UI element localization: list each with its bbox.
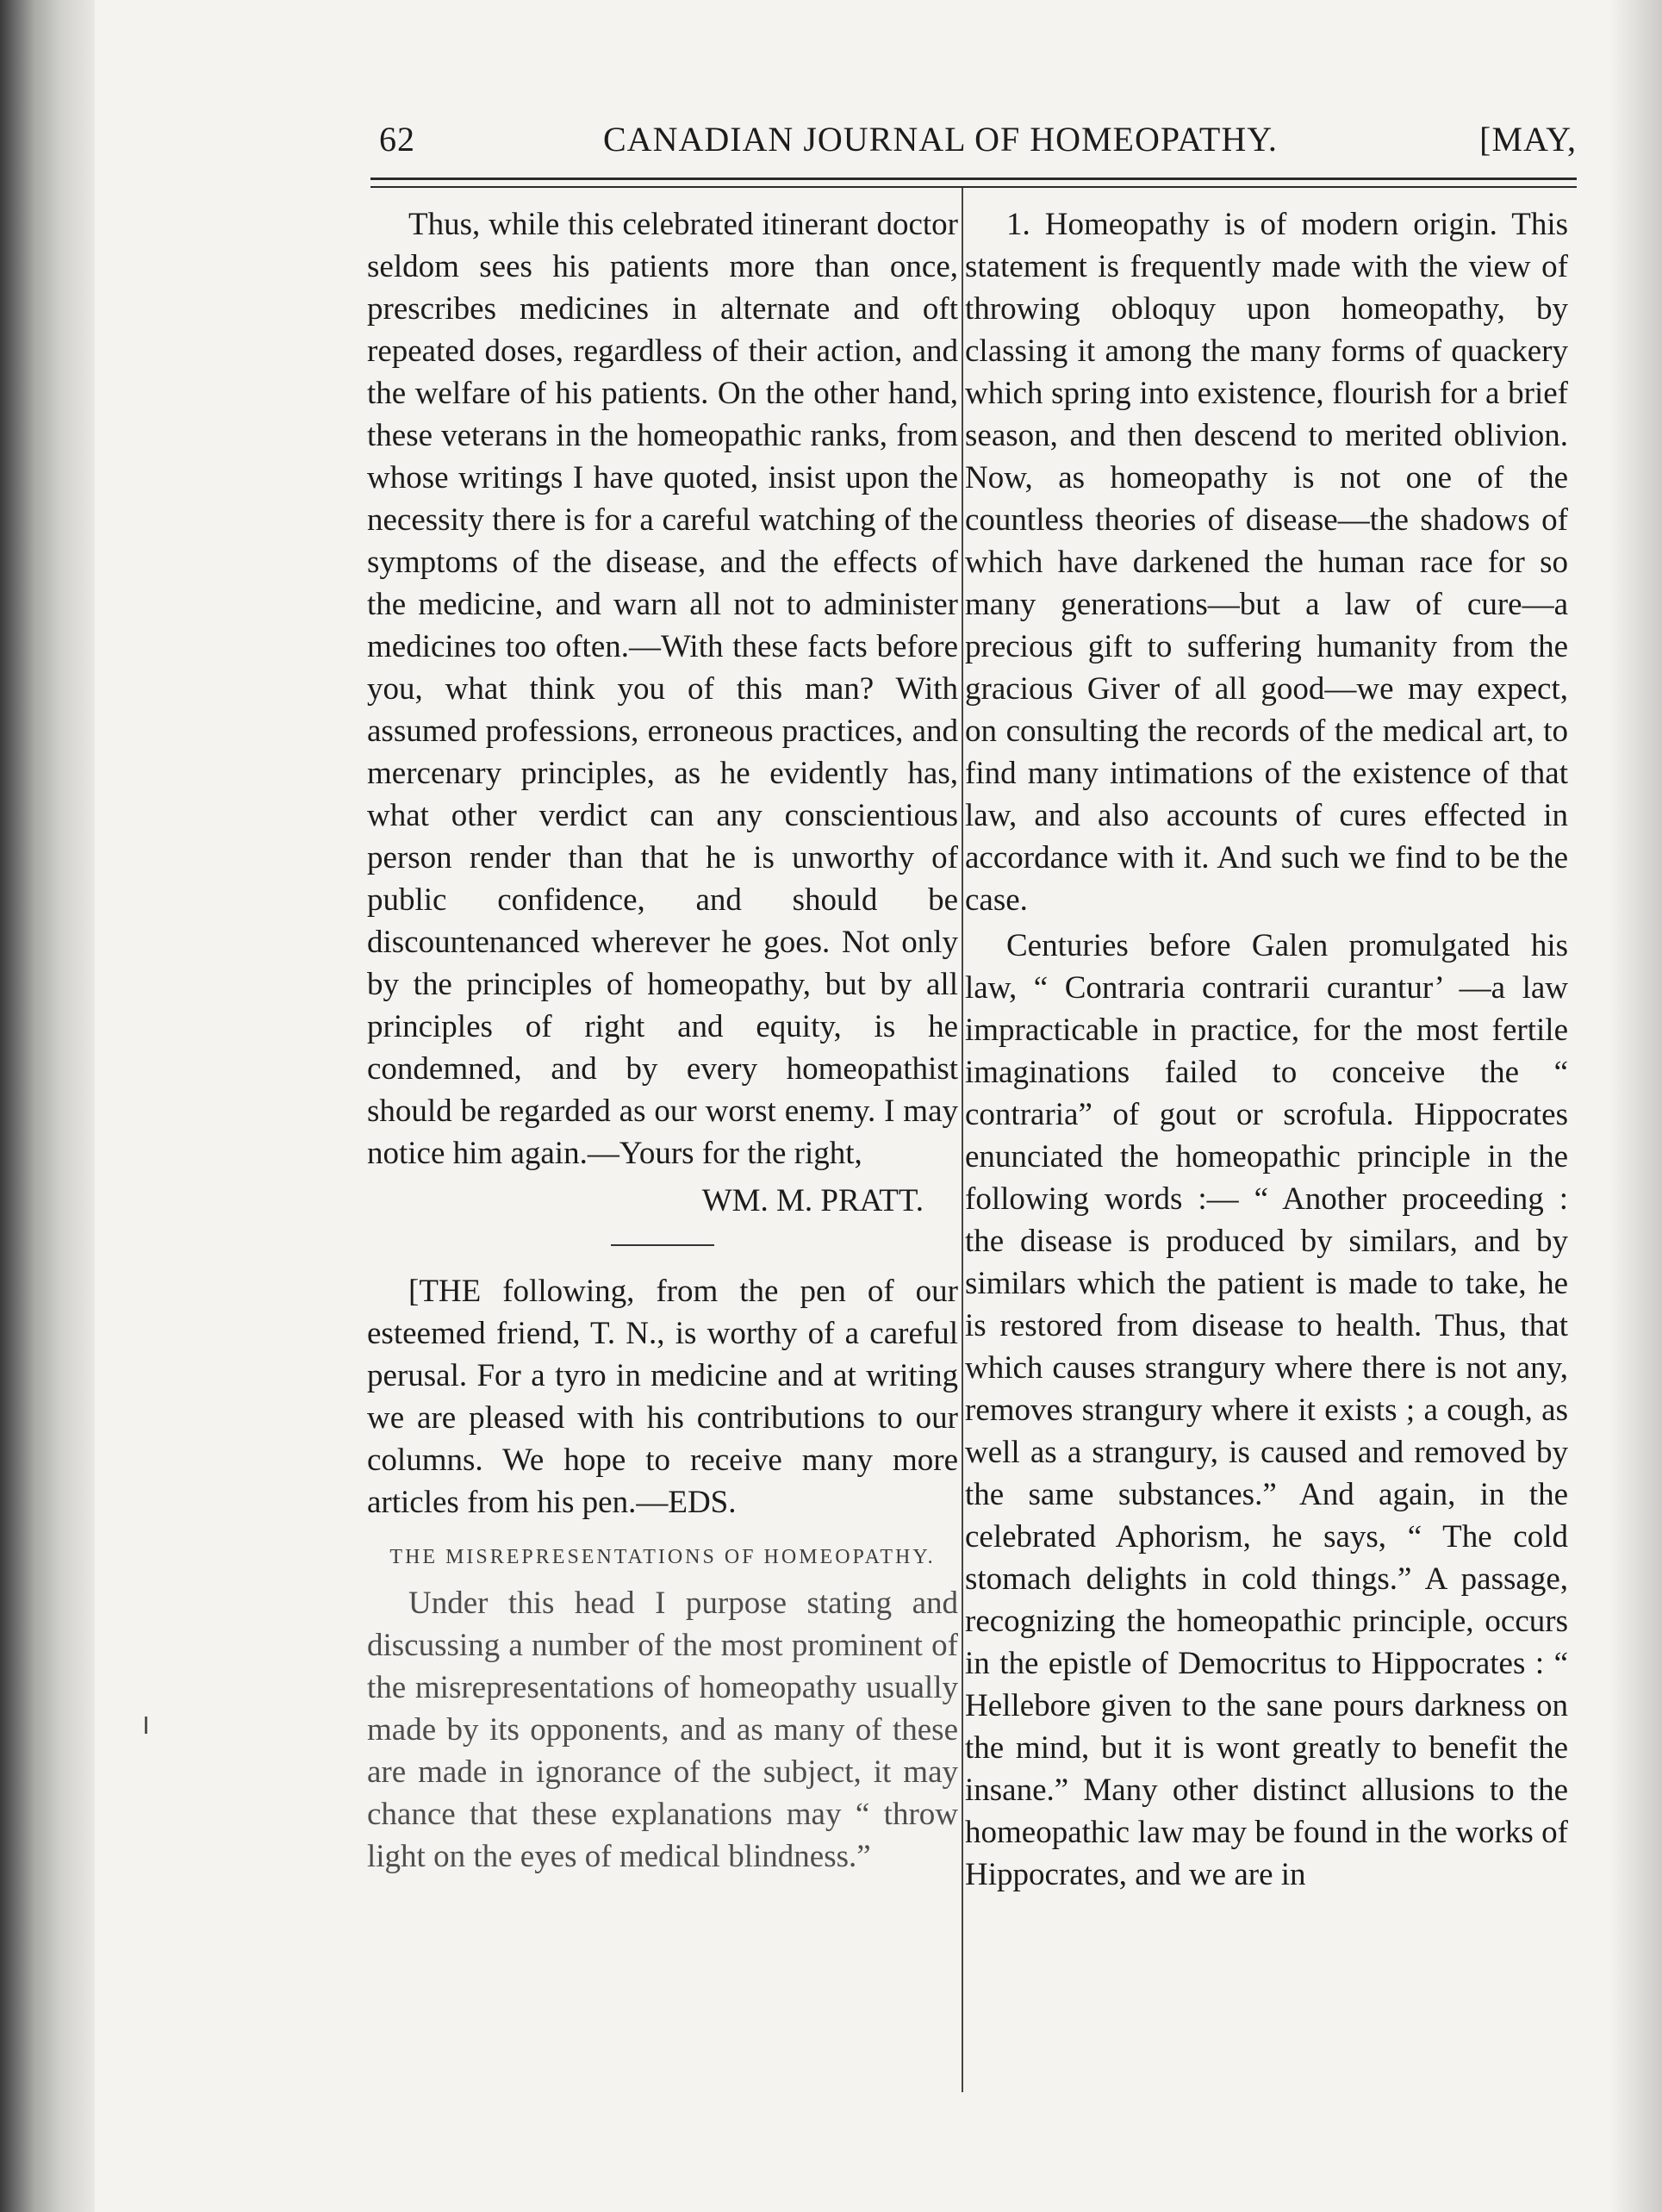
column-divider	[962, 188, 963, 2092]
header-rule-bottom	[370, 186, 1577, 188]
left-paragraph-2: Under this head I purpose stating and discussing a number of the most prominent of the misrepresentations of homeopathy usually made by its opponents, and as many of these are made in ignorance of the subject, it may chance that these explanations may “ throw light on the eyes of medical blindness.”	[367, 1586, 958, 1874]
page-edge-shadow	[1610, 0, 1662, 2212]
journal-title: CANADIAN JOURNAL OF HOMEOPATHY.	[603, 120, 1278, 159]
running-header	[379, 114, 1577, 165]
left-column	[367, 203, 958, 1878]
signature: WM. M. PRATT.	[701, 1183, 924, 1218]
issue-month: [MAY,	[1479, 120, 1577, 159]
book-binding-shadow	[0, 0, 95, 2212]
section-separator	[611, 1244, 714, 1246]
article-title: THE MISREPRESENTATIONS OF HOMEOPATHY.	[389, 1546, 936, 1568]
right-paragraph-2: Centuries before Galen promulgated his law, “ Contraria contrarii curantur’ —a law impracticable in practice, for the most fertile imaginations failed to conceive the “ contraria” of gout or scrofula. Hippocrates enunciated the homeopathic principle in the following words :— “ Another proceeding : the disease is produced by similars, and by similars which the patient is made to take, he is restored from disease to health. Thus, that which causes strangury where there is not any, removes strangury where it exists ; a cough, as well as a strangury, is caused and removed by the same substances.” And again, in the celebrated Aphorism, he says, “ The cold stomach delights in cold things.” A passage, recognizing the homeopathic principle, occurs in the epistle of Democritus to Hippocrates : “ Hellebore given to the sane pours darkness on the mind, but it is wont greatly to benefit the insane.” Many other distinct allusions to the homeopathic law may be found in the works of Hippocrates, and we are in	[965, 928, 1568, 1892]
editors-note: [THE following, from the pen of our esteemed friend, T. N., is worthy of a careful perusal. For a tyro in medicine and at writing we are pleased with his contributions to our columns. We hope to receive many more articles from his pen.—EDS.	[367, 1274, 958, 1520]
right-column	[965, 203, 1568, 1896]
page-number: 62	[379, 120, 415, 159]
header-rule-top	[370, 178, 1577, 180]
left-paragraph-1: Thus, while this celebrated itinerant doctor seldom sees his patients more than once, prescribes medicines in alternate and oft repeated doses, regardless of their action, and the welfare of his patients. On the other hand, these veterans in the homeopathic ranks, from whose writings I have quoted, insist upon the necessity there is for a careful watching of the symptoms of the disease, and the effects of the medicine, and warn all not to administer medicines too often.—With these facts before you, what think you of this man? With assumed professions, erroneous practices, and mercenary principles, as he evidently has, what other verdict can any conscientious person render than that he is unworthy of public confidence, and should be discountenanced wherever he goes. Not only by the principles of homeopathy, but by all principles of right and equity, is he condemned, and by every homeopathist should be regarded as our worst enemy. I may notice him again.—Yours for the right,	[367, 207, 958, 1171]
right-paragraph-1: 1. Homeopathy is of modern origin. This statement is frequently made with the view of throwing obloquy upon homeopathy, by classing it among the many forms of quackery which spring into existence, flourish for a brief season, and then descend to merited oblivion. Now, as homeopathy is not one of the countless theories of disease—the shadows of which have darkened the human race for so many generations—but a law of cure—a precious gift to suffering humanity from the gracious Giver of all good—we may expect, on consulting the records of the medical art, to find many intimations of the existence of that law, and also accounts of cures effected in accordance with it. And such we find to be the case.	[965, 207, 1568, 918]
margin-mark	[145, 1717, 147, 1734]
